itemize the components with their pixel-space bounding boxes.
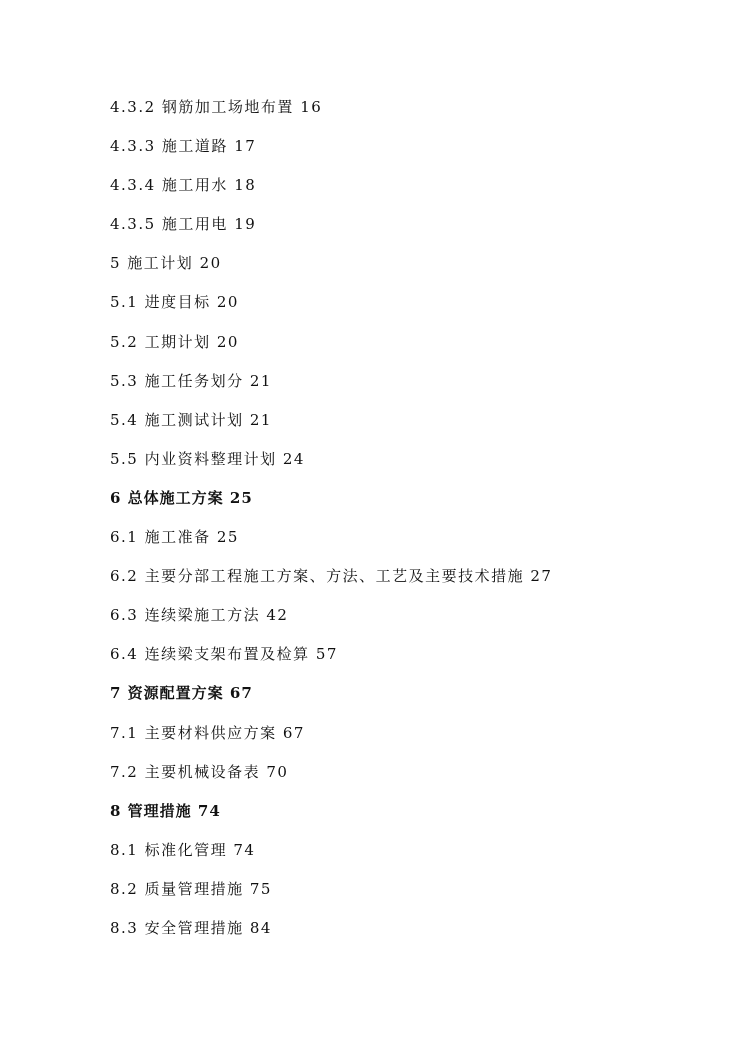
toc-entry-6-1: 6.1 施工准备 25: [110, 528, 239, 547]
toc-entry-6-2: 6.2 主要分部工程施工方案、方法、工艺及主要技术措施 27: [110, 567, 553, 586]
toc-entry-5-5: 5.5 内业资料整理计划 24: [110, 449, 305, 468]
toc-entry-5-1: 5.1 进度目标 20: [110, 293, 239, 312]
toc-entry-5-2: 5.2 工期计划 20: [110, 332, 239, 351]
toc-chapter-7: 7 资源配置方案 67: [110, 684, 253, 703]
toc-entry-8-1: 8.1 标准化管理 74: [110, 840, 256, 859]
toc-entry-7-2: 7.2 主要机械设备表 70: [110, 762, 289, 781]
toc-entry-6-3: 6.3 连续梁施工方法 42: [110, 606, 289, 625]
toc-entry-5-4: 5.4 施工测试计划 21: [110, 410, 272, 429]
toc-chapter-6: 6 总体施工方案 25: [110, 488, 253, 507]
toc-entry-4-3-5: 4.3.5 施工用电 19: [110, 215, 257, 234]
toc-entry-6-4: 6.4 连续梁支架布置及检算 57: [110, 645, 338, 664]
toc-entry-5-3: 5.3 施工任务划分 21: [110, 371, 272, 390]
toc-entry-8-2: 8.2 质量管理措施 75: [110, 879, 272, 898]
toc-entry-4-3-2: 4.3.2 钢筋加工场地布置 16: [110, 98, 323, 116]
toc-entry-4-3-4: 4.3.4 施工用水 18: [110, 176, 257, 195]
toc-entry-8-3: 8.3 安全管理措施 84: [110, 918, 272, 937]
toc-entry-4-3-3: 4.3.3 施工道路 17: [110, 137, 257, 156]
toc-entry-7-1: 7.1 主要材料供应方案 67: [110, 723, 305, 742]
toc-chapter-5: 5 施工计划 20: [110, 254, 222, 273]
table-of-contents: [110, 96, 710, 956]
toc-chapter-8: 8 管理措施 74: [110, 801, 221, 820]
